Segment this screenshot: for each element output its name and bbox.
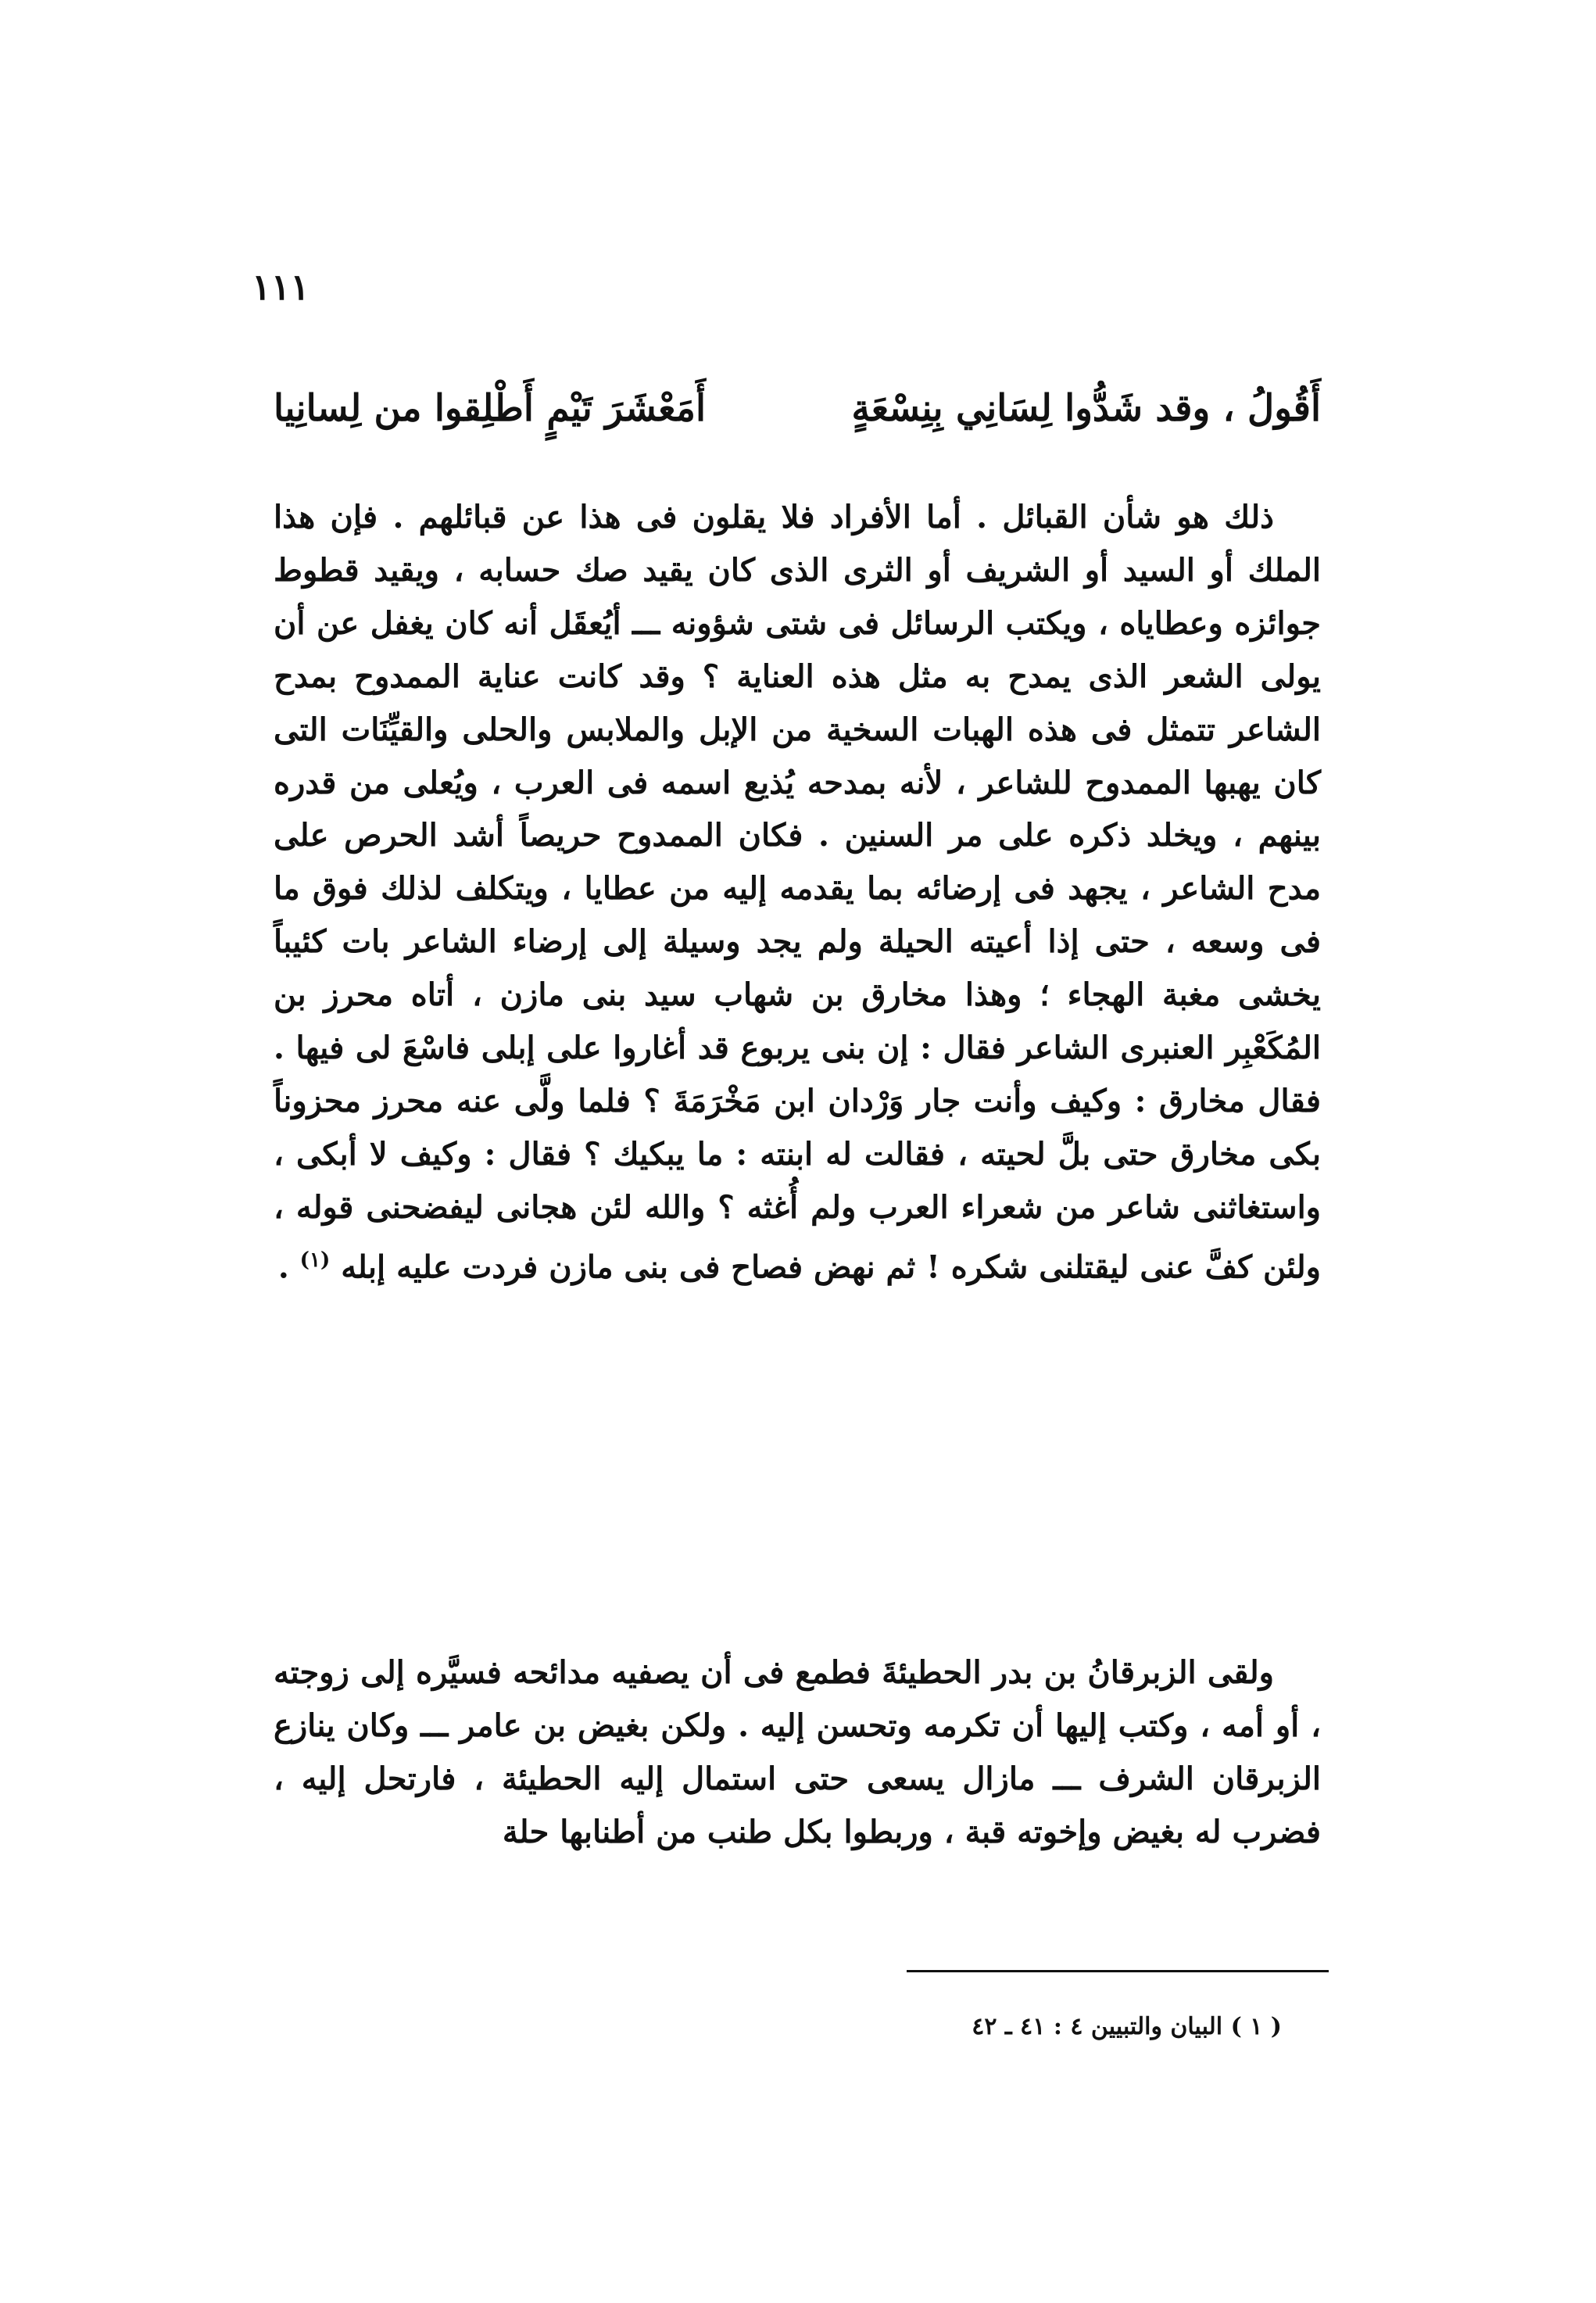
footnote-text: ( ١ ) البيان والتبيين ٤ : ٤١ ـ ٤٢ [972, 2013, 1282, 2040]
paragraph-1-text: ذلك هو شأن القبائل . أما الأفراد فلا يقلون فى هذا عن قبائلهم . فإن هذا الملك أو السيد أو الشريف أو الثرى الذى كان يقيد صك حسابه ، ويقيد قطوط جوائزه وعطاياه ، ويكتب الرسائل فى شتى شؤونه ـــ أيُعقَل أنه كان يغفل عن أن يولى الشعر الذى يمدح به مثل هذه العناية ؟ وقد كانت عناية الممدوح بمدح الشاعر تتمثل فى هذه الهبات السخية من الإبل والملابس والحلى والقيِّنَات التى كان يهبها الممدوح للشاعر ، لأنه بمدحه يُذيع اسمه فى العرب ، ويُعلى من قدره بينهم ، ويخلد ذكره على مر السنين . فكان الممدوح حريصاً أشد الحرص على مدح الشاعر ، يجهد فى إرضائه بما يقدمه إليه من عطايا ، ويتكلف لذلك فوق ما فى وسعه ، حتى إذا أعيته الحيلة ولم يجد وسيلة إلى إرضاء الشاعر بات كئيباً يخشى مغبة الهجاء ؛ وهذا مخارق بن شهاب سيد بنى مازن ، أتاه محرز بن المُكَعْبِر العنبرى الشاعر فقال : إن بنى يربوع قد أغاروا على إبلى فاسْعَ لى فيها . فقال مخارق : وكيف وأنت جار وَرْدان ابن مَخْرَمَةَ ؟ فلما ولَّى عنه محرز محزوناً بكى مخارق حتى بلَّ لحيته ، فقالت له ابنته : ما يبكيك ؟ فقال : وكيف لا أبكى ، واستغاثنى شاعر من شعراء العرب ولم أُغثه ؟ والله لئن هجانى ليفضحنى قوله ، ولئن كفَّ عنى ليقتلنى شكره ! ثم نهض فصاح فى بنى مازن فردت عليه إبله [274, 499, 1321, 1286]
verse-second-hemistich: أَمَعْشَرَ تَيْمٍ أَطْلِقوا من لِسانِيا [274, 387, 707, 430]
poetry-verse [274, 374, 1321, 444]
footnote-divider [907, 1970, 1329, 1972]
verse-first-hemistich: أَقُولُ ، وقد شَدُّوا لِسَانِي بِنِسْعَةٍ [851, 387, 1321, 430]
paragraph-1-end: . [277, 1248, 300, 1286]
body-paragraph-1 [274, 491, 1321, 1294]
footnote-marker: (١) [299, 1248, 331, 1272]
page-number: ١١١ [252, 266, 310, 308]
body-paragraph-2: ولقى الزبرقانُ بن بدر الحطيئةَ فطمع فى أن يصفيه مدائحه فسيَّره إلى زوجته ، أو أمه ، وكتب إليها أن تكرمه وتحسن إليه . ولكن بغيض بن عامر ـــ وكان ينازع الزبرقان الشرف ـــ مازال يسعى حتى استمال إليه الحطيئة ، فارتحل إليه ، فضرب له بغيض وإخوته قبة ، وربطوا بكل طنب من أطنابها حلة [274, 1654, 1321, 1850]
